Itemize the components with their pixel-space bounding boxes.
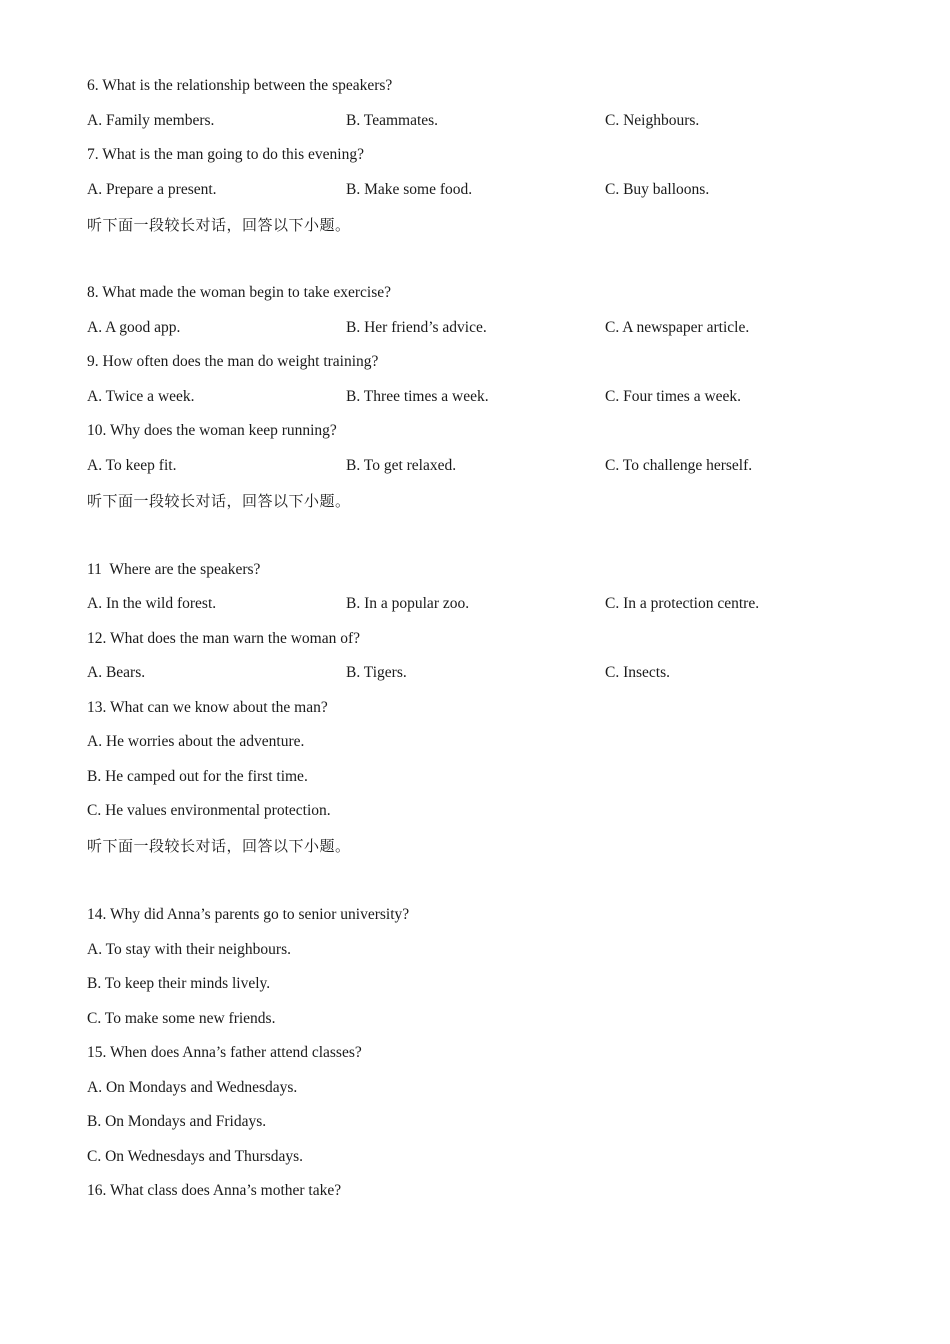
q15-option-b: B. On Mondays and Fridays.: [87, 1113, 267, 1130]
q14-option-a: A. To stay with their neighbours.: [87, 941, 291, 958]
listening-instruction-1: 听下面一段较长对话，回答以下小题。: [87, 216, 351, 234]
q8-option-b: B. Her friend’s advice.: [346, 319, 487, 336]
q6-option-c: C. Neighbours.: [605, 112, 700, 129]
q12-option-c: C. Insects.: [605, 664, 671, 681]
question-16: 16. What class does Anna’s mother take?: [87, 1182, 342, 1199]
question-6: 6. What is the relationship between the speakers?: [87, 77, 393, 94]
question-8: 8. What made the woman begin to take exercise?: [87, 284, 391, 301]
question-12: 12. What does the man warn the woman of?: [87, 630, 361, 647]
q10-option-b: B. To get relaxed.: [346, 457, 457, 474]
q12-option-a: A. Bears.: [87, 664, 146, 681]
q9-option-a: A. Twice a week.: [87, 388, 195, 405]
q13-option-a: A. He worries about the adventure.: [87, 733, 305, 750]
q13-option-b: B. He camped out for the first time.: [87, 768, 308, 785]
q7-option-b: B. Make some food.: [346, 181, 473, 198]
q12-option-b: B. Tigers.: [346, 664, 407, 681]
q6-option-b: B. Teammates.: [346, 112, 439, 129]
question-15: 15. When does Anna’s father attend classes?: [87, 1044, 362, 1061]
q7-option-a: A. Prepare a present.: [87, 181, 217, 198]
q11-option-b: B. In a popular zoo.: [346, 595, 470, 612]
q8-option-a: A. A good app.: [87, 319, 181, 336]
q13-option-c: C. He values environmental protection.: [87, 802, 331, 819]
q6-option-a: A. Family members.: [87, 112, 215, 129]
q11-option-a: A. In the wild forest.: [87, 595, 217, 612]
q14-option-b: B. To keep their minds lively.: [87, 975, 271, 992]
question-11: 11 Where are the speakers?: [87, 561, 261, 578]
q8-option-c: C. A newspaper article.: [605, 319, 750, 336]
q15-option-a: A. On Mondays and Wednesdays.: [87, 1079, 298, 1096]
q7-option-c: C. Buy balloons.: [605, 181, 710, 198]
listening-instruction-2: 听下面一段较长对话，回答以下小题。: [87, 492, 351, 510]
question-14: 14. Why did Anna’s parents go to senior university?: [87, 906, 410, 923]
q10-option-c: C. To challenge herself.: [605, 457, 753, 474]
listening-instruction-3: 听下面一段较长对话，回答以下小题。: [87, 837, 351, 855]
question-10: 10. Why does the woman keep running?: [87, 422, 337, 439]
question-7: 7. What is the man going to do this evening?: [87, 146, 364, 163]
q9-option-b: B. Three times a week.: [346, 388, 489, 405]
question-9: 9. How often does the man do weight training?: [87, 353, 379, 370]
q14-option-c: C. To make some new friends.: [87, 1010, 276, 1027]
q15-option-c: C. On Wednesdays and Thursdays.: [87, 1148, 304, 1165]
q10-option-a: A. To keep fit.: [87, 457, 177, 474]
q11-option-c: C. In a protection centre.: [605, 595, 760, 612]
question-13: 13. What can we know about the man?: [87, 699, 328, 716]
q9-option-c: C. Four times a week.: [605, 388, 742, 405]
